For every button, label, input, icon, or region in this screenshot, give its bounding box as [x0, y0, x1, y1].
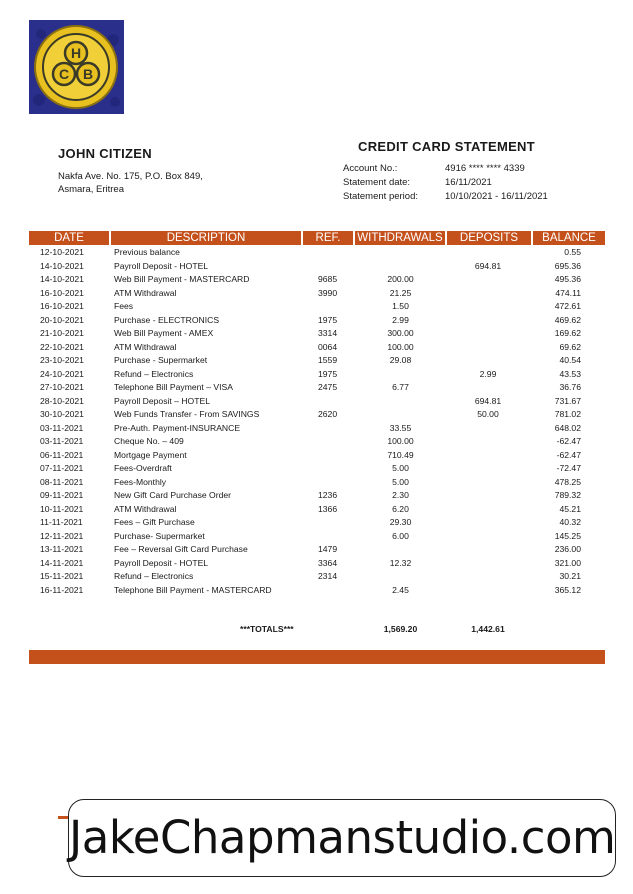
row-withdrawal: 300.00: [387, 328, 414, 338]
customer-name: JOHN CITIZEN: [58, 146, 152, 161]
row-description: Purchase - Supermarket: [114, 355, 208, 365]
row-deposit: 2.99: [479, 368, 497, 379]
row-withdrawal: 6.20: [392, 503, 409, 514]
row-date: 20-10-2021: [40, 314, 84, 325]
row-description: ATM Withdrawal: [114, 341, 177, 352]
row-balance: 695.36: [554, 260, 581, 271]
row-withdrawal: 2.99: [392, 314, 409, 325]
table-row: [0, 314, 633, 328]
column-header-deposits: DEPOSITS: [447, 231, 531, 245]
table-row: [0, 354, 633, 368]
row-withdrawal: 6.00: [392, 530, 409, 541]
row-balance: 365.12: [554, 584, 581, 595]
table-row: [0, 435, 633, 449]
row-balance: 236.00: [554, 544, 581, 554]
row-ref: 3990: [318, 287, 338, 298]
row-balance: 648.02: [554, 422, 581, 433]
row-date: 12-11-2021: [40, 530, 84, 541]
row-balance: 321.00: [554, 557, 581, 568]
statement-date-value: 16/11/2021: [445, 177, 492, 188]
account-value: 4916 **** **** 4339: [445, 163, 525, 174]
row-balance: 69.62: [559, 341, 581, 352]
statement-period-row: [343, 190, 548, 204]
table-row: [0, 530, 633, 544]
row-ref: 9685: [318, 274, 338, 284]
account-label: Account No.:: [343, 163, 398, 174]
column-header-description: DESCRIPTION: [111, 231, 301, 245]
row-ref: 1479: [318, 544, 338, 554]
total-deposits: 1,442.61: [471, 624, 505, 634]
row-balance: -72.47: [556, 463, 581, 473]
row-withdrawal: 29.30: [389, 517, 412, 527]
row-ref: 1366: [318, 503, 338, 514]
row-withdrawal: 5.00: [392, 476, 409, 487]
row-description: Purchase- Supermarket: [114, 530, 205, 541]
row-description: Fees-Overdraft: [114, 463, 172, 473]
account-row: [343, 162, 548, 176]
table-row: [0, 408, 633, 422]
row-description: Telephone Bill Payment - MASTERCARD: [114, 584, 272, 595]
row-description: Fee – Reversal Gift Card Purchase: [114, 544, 248, 554]
table-row: [0, 570, 633, 584]
row-withdrawal: 2.30: [392, 490, 409, 500]
table-row: [0, 287, 633, 301]
row-description: Cheque No. – 409: [114, 436, 184, 446]
row-balance: 145.25: [554, 530, 581, 541]
row-ref: 2475: [318, 382, 338, 392]
statement-date-row: [343, 176, 548, 190]
row-withdrawal: 12.32: [389, 557, 412, 568]
row-description: New Gift Card Purchase Order: [114, 490, 232, 500]
row-date: 14-10-2021: [40, 274, 84, 284]
table-row: [0, 341, 633, 355]
row-balance: 781.02: [554, 409, 581, 419]
row-withdrawal: 100.00: [387, 436, 414, 446]
row-withdrawal: 33.55: [389, 422, 412, 433]
row-description: Previous balance: [114, 247, 180, 257]
totals-label: ***TOTALS***: [240, 624, 294, 634]
column-header-balance: BALANCE: [533, 231, 605, 245]
statement-title: CREDIT CARD STATEMENT: [358, 139, 535, 154]
row-withdrawal: 100.00: [387, 341, 414, 352]
row-description: ATM Withdrawal: [114, 287, 177, 298]
svg-text:H: H: [70, 45, 82, 61]
row-date: 30-10-2021: [40, 409, 84, 419]
table-row: [0, 489, 633, 503]
column-header-date: DATE: [29, 231, 109, 245]
row-date: 21-10-2021: [40, 328, 84, 338]
table-row: [0, 503, 633, 517]
row-date: 13-11-2021: [40, 544, 84, 554]
row-deposit: 694.81: [474, 395, 502, 406]
statement-date-label: Statement date:: [343, 177, 411, 188]
row-withdrawal: 21.25: [389, 287, 412, 298]
watermark-banner: JakeChapmanstudio.com: [68, 799, 616, 877]
row-withdrawal: 200.00: [387, 274, 414, 284]
row-ref: 3314: [318, 328, 338, 338]
row-withdrawal: 1.50: [392, 301, 409, 311]
row-date: 15-11-2021: [40, 571, 84, 581]
row-balance: 45.21: [559, 503, 581, 514]
table-row: [0, 368, 633, 382]
row-ref: 1975: [318, 368, 338, 379]
address-line-1: Nakfa Ave. No. 175, P.O. Box 849,: [58, 171, 203, 182]
row-date: 27-10-2021: [40, 382, 84, 392]
row-date: 08-11-2021: [40, 476, 84, 487]
table-row: [0, 516, 633, 530]
row-deposit: 694.81: [474, 260, 502, 271]
total-withdrawals: 1,569.20: [383, 624, 418, 634]
row-description: Purchase - ELECTRONICS: [114, 314, 220, 325]
svg-text:C: C: [58, 66, 70, 82]
row-balance: 36.76: [559, 382, 581, 392]
bank-logo-icon: [29, 20, 124, 114]
row-description: Payroll Deposit - HOTEL: [114, 557, 209, 568]
row-description: Pre-Auth. Payment-INSURANCE: [114, 422, 241, 433]
row-balance: 731.67: [554, 395, 581, 406]
row-description: Refund – Electronics: [114, 571, 194, 581]
row-balance: -62.47: [556, 449, 581, 460]
row-ref: 2314: [318, 571, 338, 581]
row-ref: 1236: [318, 490, 338, 500]
table-row: [0, 246, 633, 260]
row-date: 14-11-2021: [40, 557, 84, 568]
row-balance: 0.55: [564, 247, 581, 257]
row-balance: 478.25: [554, 476, 581, 487]
row-date: 10-11-2021: [40, 503, 84, 514]
table-row: [0, 449, 633, 463]
row-withdrawal: 2.45: [392, 584, 409, 595]
table-row: [0, 543, 633, 557]
row-balance: 169.62: [554, 328, 581, 338]
footer-bar: [29, 650, 605, 664]
row-withdrawal: 29.08: [389, 355, 412, 365]
row-description: Refund – Electronics: [114, 368, 194, 379]
row-balance: 472.61: [554, 301, 581, 311]
statement-info: [343, 162, 548, 204]
table-row: [0, 327, 633, 341]
row-date: 16-11-2021: [40, 584, 84, 595]
row-date: 22-10-2021: [40, 341, 84, 352]
row-ref: 0064: [318, 341, 338, 352]
row-ref: 1559: [318, 355, 338, 365]
customer-block: [58, 146, 203, 196]
table-row: [0, 422, 633, 436]
row-ref: 3364: [318, 557, 338, 568]
row-ref: 1975: [318, 314, 338, 325]
row-date: 11-11-2021: [40, 517, 83, 527]
row-balance: 40.32: [559, 517, 581, 527]
row-date: 14-10-2021: [40, 260, 84, 271]
table-row: [0, 300, 633, 314]
row-date: 23-10-2021: [40, 355, 84, 365]
row-date: 24-10-2021: [40, 368, 84, 379]
row-date: 16-10-2021: [40, 301, 84, 311]
row-date: 12-10-2021: [40, 247, 84, 257]
table-row: [0, 584, 633, 598]
row-deposit: 50.00: [477, 409, 499, 419]
row-date: 07-11-2021: [40, 463, 84, 473]
statement-period-label: Statement period:: [343, 191, 418, 202]
column-header-ref: REF.: [303, 231, 353, 245]
row-date: 09-11-2021: [40, 490, 84, 500]
table-row: [0, 557, 633, 571]
row-date: 16-10-2021: [40, 287, 84, 298]
statement-period-value: 10/10/2021 - 16/11/2021: [445, 191, 548, 202]
row-description: Fees: [114, 301, 134, 311]
row-withdrawal: 5.00: [392, 463, 409, 473]
row-date: 06-11-2021: [40, 449, 84, 460]
row-description: Telephone Bill Payment – VISA: [114, 382, 233, 392]
row-balance: 495.36: [554, 274, 581, 284]
row-date: 03-11-2021: [40, 436, 84, 446]
row-description: Payroll Deposit – HOTEL: [114, 395, 210, 406]
table-row: [0, 381, 633, 395]
row-description: Web Funds Transfer - From SAVINGS: [114, 409, 260, 419]
bank-logo: [29, 20, 124, 114]
customer-address: [58, 170, 203, 196]
row-balance: 789.32: [554, 490, 581, 500]
row-description: Fees-Monthly: [114, 476, 167, 487]
row-description: Mortgage Payment: [114, 449, 187, 460]
column-header-withdrawals: WITHDRAWALS: [355, 231, 445, 245]
row-description: Web Bill Payment - MASTERCARD: [114, 274, 250, 284]
table-row: [0, 260, 633, 274]
address-line-2: Asmara, Eritrea: [58, 184, 124, 195]
row-balance: 469.62: [554, 314, 581, 325]
row-description: Payroll Deposit - HOTEL: [114, 260, 209, 271]
row-balance: 40.54: [559, 355, 581, 365]
row-balance: 30.21: [559, 571, 581, 581]
row-balance: -62.47: [556, 436, 581, 446]
row-balance: 43.53: [559, 368, 581, 379]
row-description: Web Bill Payment - AMEX: [114, 328, 214, 338]
table-row: [0, 395, 633, 409]
table-row: [0, 462, 633, 476]
row-balance: 474.11: [555, 287, 581, 298]
svg-text:B: B: [82, 66, 94, 82]
table-row: [0, 273, 633, 287]
table-row: [0, 476, 633, 490]
row-description: ATM Withdrawal: [114, 503, 177, 514]
row-withdrawal: 710.49: [387, 449, 414, 460]
row-date: 03-11-2021: [40, 422, 84, 433]
row-date: 28-10-2021: [40, 395, 84, 406]
row-withdrawal: 6.77: [392, 382, 409, 392]
row-description: Fees – Gift Purchase: [114, 517, 195, 527]
row-ref: 2620: [318, 409, 338, 419]
